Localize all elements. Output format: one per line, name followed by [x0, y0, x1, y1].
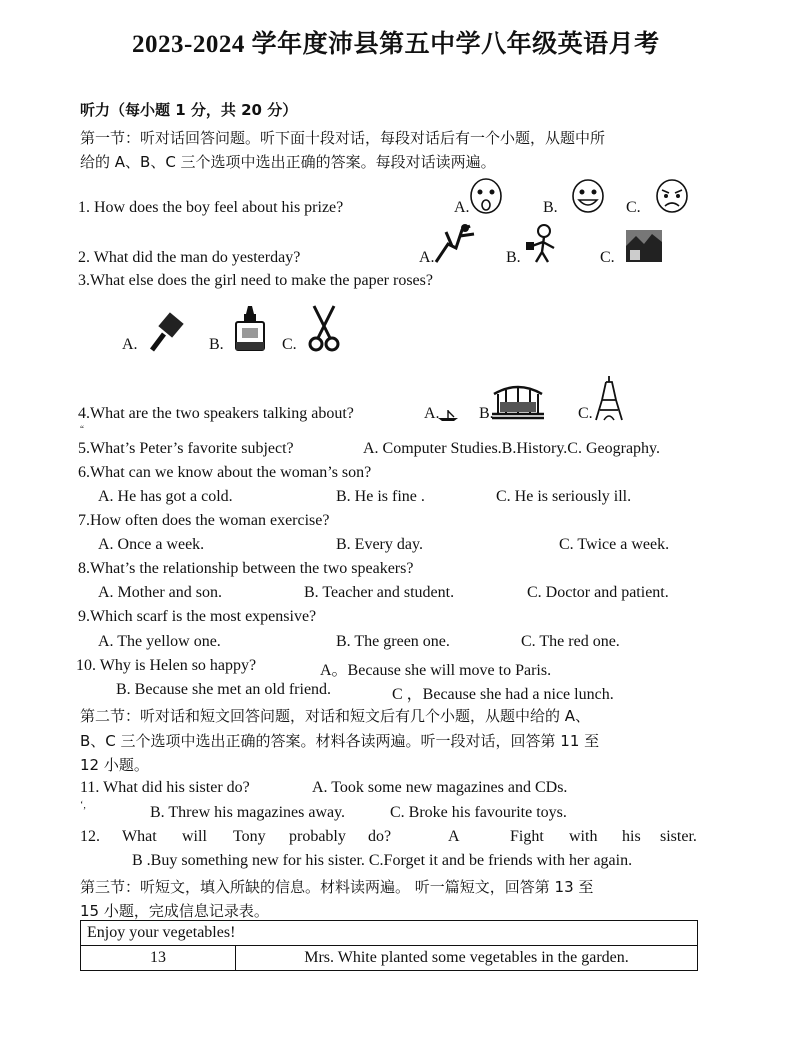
q6-option-b: B. He is fine . — [336, 488, 425, 505]
q7-option-b: B. Every day. — [336, 536, 423, 553]
glue-bottle-icon — [232, 304, 268, 354]
table-row-text: Mrs. White planted some vegetables in the garden. — [236, 946, 698, 971]
question-12-number: 12. — [80, 828, 100, 845]
q1-option-b-label: B. — [543, 199, 558, 216]
table-row — [81, 946, 698, 971]
part3-instruction-line1: 第三节：听短文，填入所缺的信息。材料读两遍。 听一篇短文，回答第 13 至 — [80, 878, 594, 896]
question-12-word-will: will — [182, 828, 207, 845]
q11-option-c: C. Broke his favourite toys. — [390, 804, 567, 821]
q2-option-b-label: B. — [506, 249, 521, 266]
person-working-icon — [432, 222, 478, 264]
q9-option-a: A. The yellow one. — [98, 633, 221, 650]
stray-mark-2: ʻ, — [80, 800, 86, 811]
question-4: 4.What are the two speakers talking about? — [78, 405, 354, 422]
question-9: 9.Which scarf is the most expensive? — [78, 608, 317, 625]
q11-option-b: B. Threw his magazines away. — [150, 804, 346, 821]
q2-option-a-label: A. — [419, 249, 435, 266]
smiling-face-icon — [568, 176, 608, 216]
q12-options-bc: B .Buy something new for his sister. C.Forget it and be friends with her again. — [132, 852, 633, 869]
part2-instruction-line1: 第二节：听对话和短文回答问题，对话和短文后有几个小题，从题中给的 A、 — [80, 707, 591, 725]
q3-option-c-label: C. — [282, 336, 297, 353]
q10-option-b: B. Because she met an old friend. — [116, 681, 332, 698]
q1-option-c-label: C. — [626, 199, 641, 216]
q12-option-a-word2: with — [569, 828, 598, 845]
q9-option-c: C. The red one. — [521, 633, 620, 650]
question-10: 10. Why is Helen so happy? — [76, 657, 257, 674]
question-12-word-tony: Tony — [233, 828, 266, 845]
question-5: 5.What’s Peter’s favorite subject? — [78, 440, 294, 457]
question-3: 3.What else does the girl need to make the paper roses? — [78, 272, 433, 289]
exam-title: 2023-2024 学年度沛县第五中学八年级英语月考 — [132, 31, 660, 58]
q1-option-a-label: A. — [454, 199, 470, 216]
part1-instruction-line1: 第一节：听对话回答问题。听下面十段对话，每段对话后有一个小题，从题中所 — [80, 129, 606, 147]
q8-option-a: A. Mother and son. — [98, 584, 222, 601]
q6-option-a: A. He has got a cold. — [98, 488, 233, 505]
q3-option-a-label: A. — [122, 336, 138, 353]
q10-option-a: A。Because she will move to Paris. — [320, 662, 552, 679]
q8-option-b: B. Teacher and student. — [304, 584, 455, 601]
scissors-icon — [306, 304, 342, 352]
person-icon — [522, 222, 562, 264]
q5-options: A. Computer Studies.B.History.C. Geography. — [363, 440, 661, 457]
q12-option-a-label: A — [448, 828, 460, 845]
q12-option-a-word3: his — [622, 828, 641, 845]
q12-option-a-word4: sister. — [660, 828, 697, 845]
part1-instruction-line2: 给的 A、B、C 三个选项中选出正确的答案。每段对话读两遍。 — [80, 153, 496, 171]
question-12-word-what: What — [122, 828, 157, 845]
question-12-word-probably: probably — [289, 828, 346, 845]
q3-option-b-label: B. — [209, 336, 224, 353]
question-11: 11. What did his sister do? — [80, 779, 250, 796]
q11-option-a: A. Took some new magazines and CDs. — [312, 779, 568, 796]
boat-icon — [436, 408, 460, 422]
brush-icon — [148, 312, 188, 354]
question-7: 7.How often does the woman exercise? — [78, 512, 330, 529]
listening-header: 听力（每小题 1 分，共 20 分） — [80, 101, 298, 119]
part2-instruction-line3: 12 小题。 — [80, 756, 149, 774]
q6-option-c: C. He is seriously ill. — [496, 488, 632, 505]
tower-icon — [592, 374, 626, 422]
sad-face-icon — [652, 176, 692, 216]
q8-option-c: C. Doctor and patient. — [527, 584, 669, 601]
question-6: 6.What can we know about the woman’s son? — [78, 464, 372, 481]
q12-option-a-word1: Fight — [510, 828, 544, 845]
q9-option-b: B. The green one. — [336, 633, 450, 650]
table-row-number: 13 — [81, 946, 236, 971]
q4-option-c-label: C. — [578, 405, 593, 422]
question-2: 2. What did the man do yesterday? — [78, 249, 301, 266]
part2-instruction-line2: B、C 三个选项中选出正确的答案。材料各读两遍。听一段对话，回答第 11 至 — [80, 732, 600, 750]
question-12-word-do: do? — [368, 828, 392, 845]
information-record-table — [80, 920, 698, 971]
q4-option-a-label: A. — [424, 405, 440, 422]
bridge-icon — [490, 380, 546, 422]
table-title: Enjoy your vegetables! — [81, 921, 698, 946]
stray-mark: “ — [80, 424, 84, 434]
happy-face-icon — [466, 176, 506, 216]
question-1: 1. How does the boy feel about his prize? — [78, 199, 344, 216]
table-title-row — [81, 921, 698, 946]
question-8: 8.What’s the relationship between the two speakers? — [78, 560, 414, 577]
scene-icon — [624, 226, 664, 264]
q7-option-a: A. Once a week. — [98, 536, 205, 553]
q7-option-c: C. Twice a week. — [559, 536, 670, 553]
part3-instruction-line2: 15 小题，完成信息记录表。 — [80, 902, 269, 920]
q2-option-c-label: C. — [600, 249, 615, 266]
q4-option-b-label: B. — [479, 405, 494, 422]
q10-option-c: C ，Because she had a nice lunch. — [392, 686, 614, 703]
